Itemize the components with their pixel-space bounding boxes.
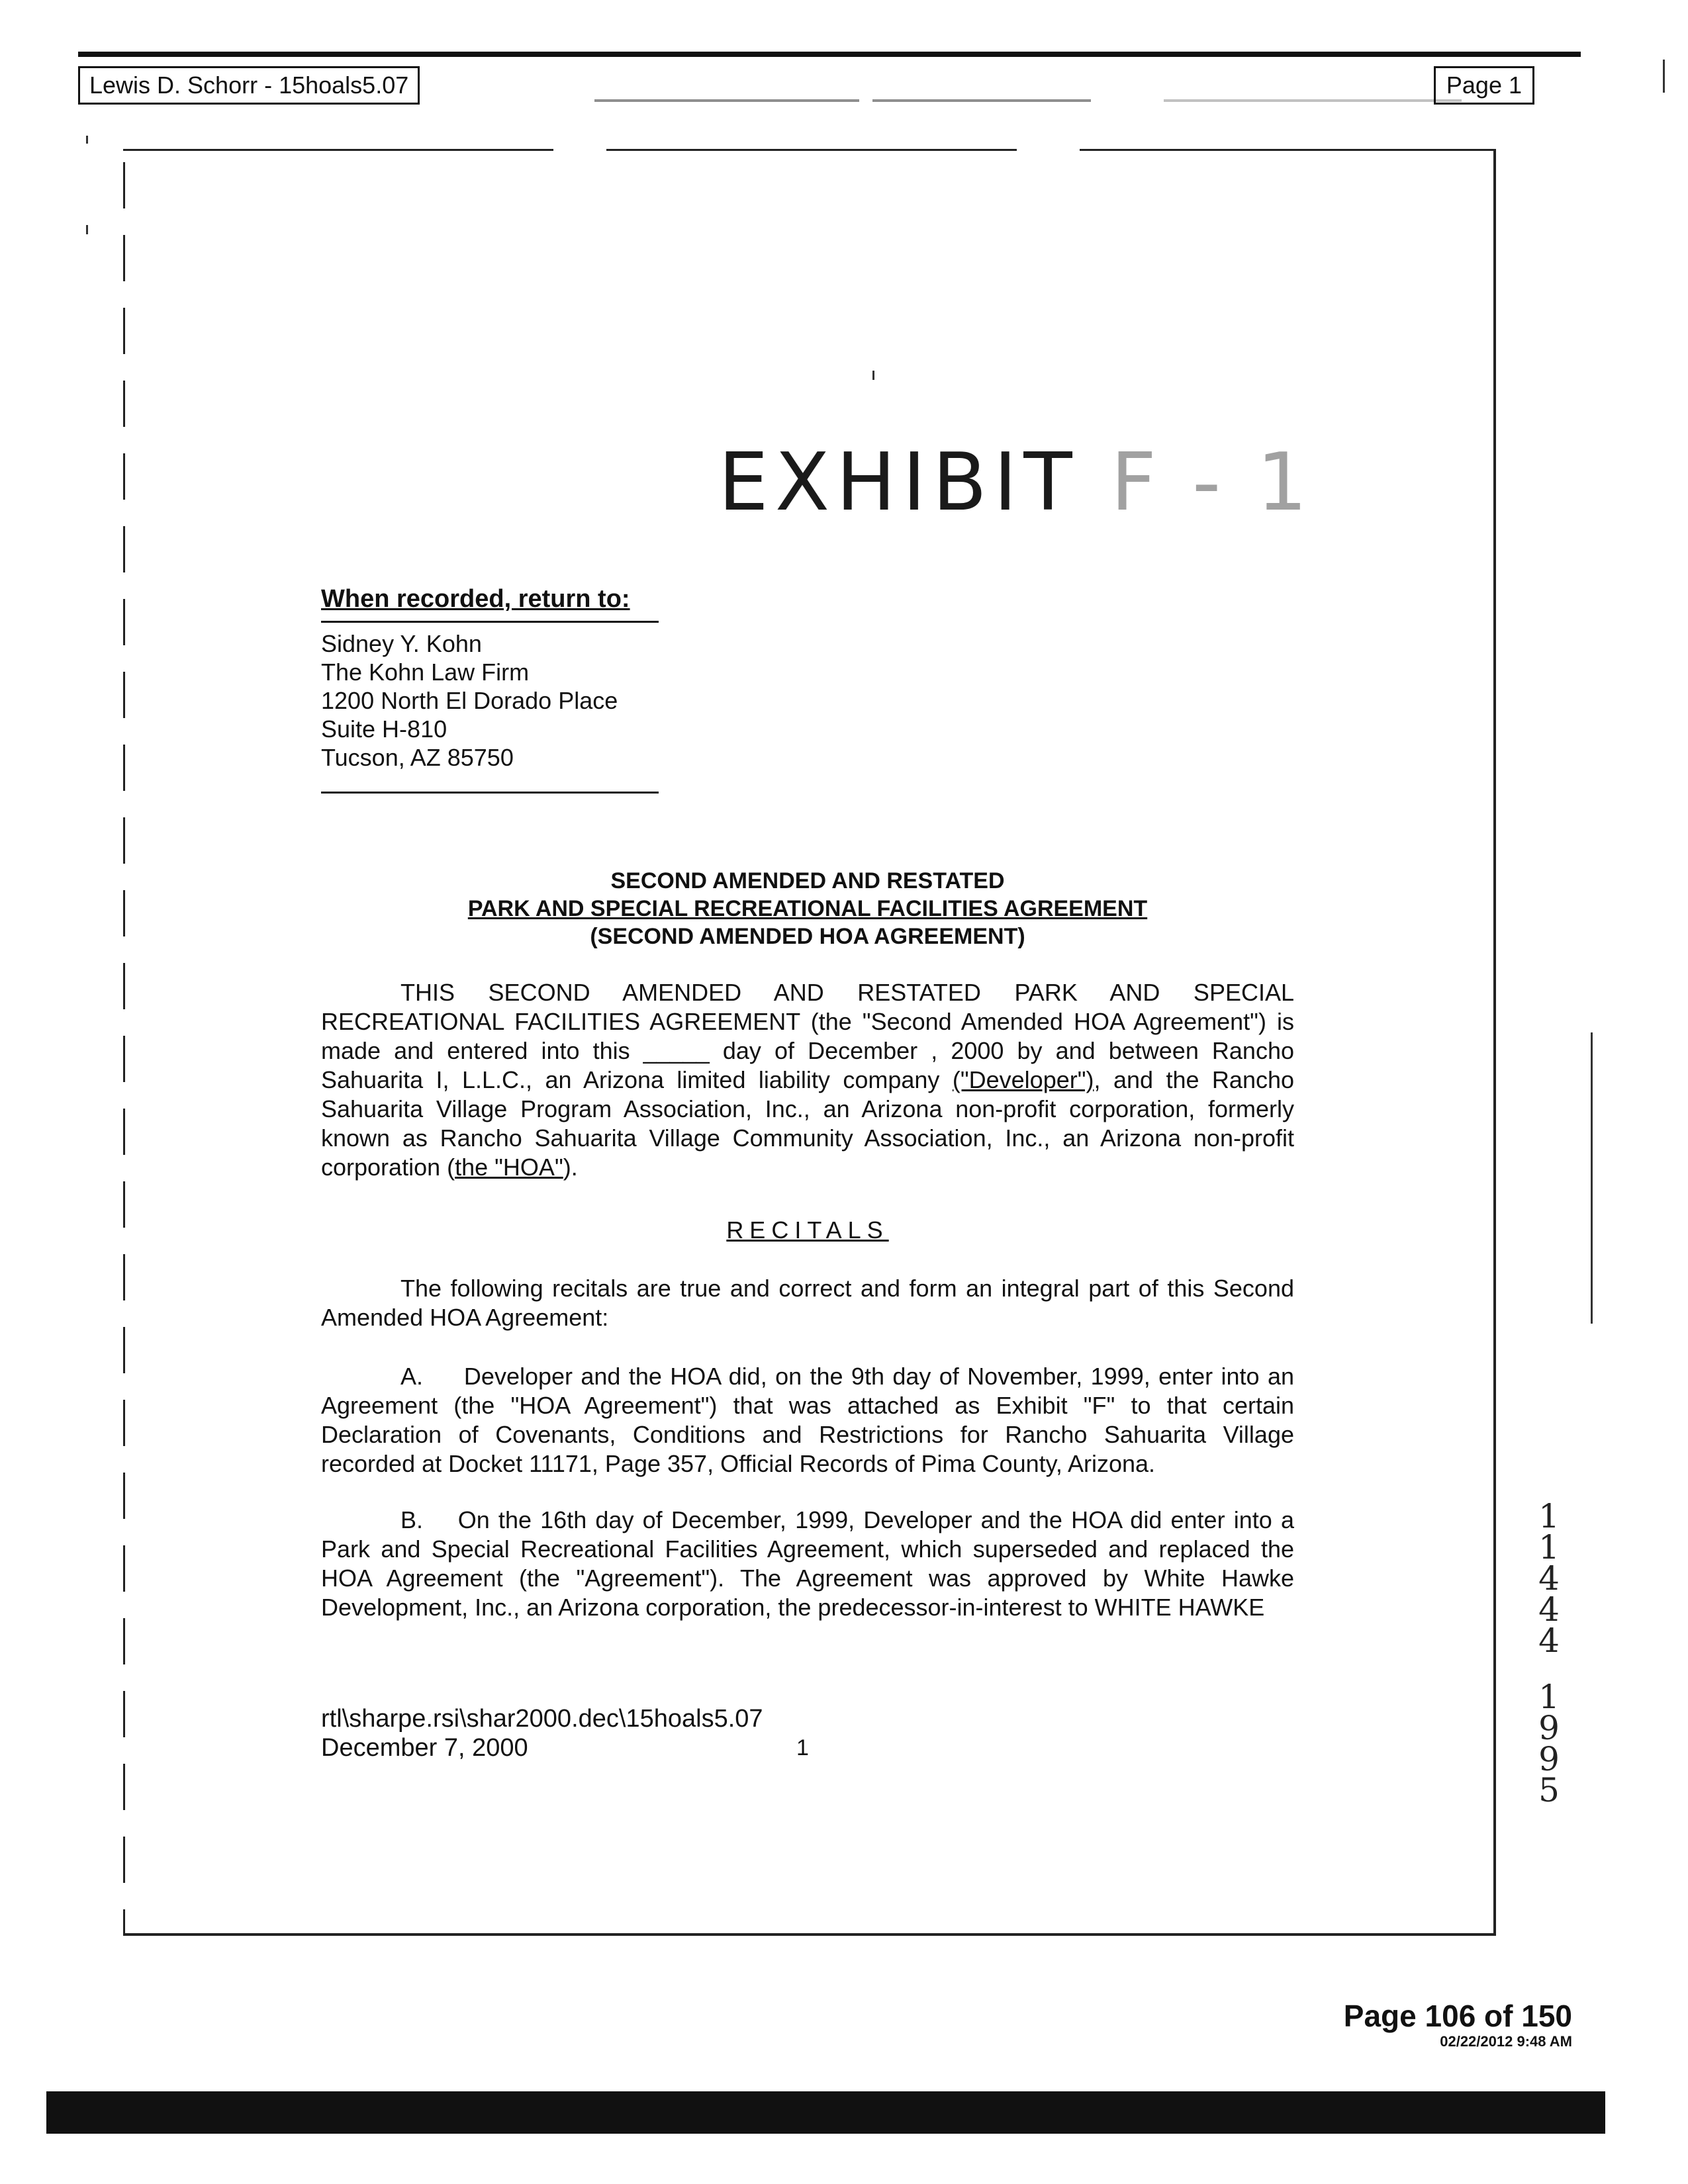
return-address-line: Tucson, AZ 85750 bbox=[321, 744, 514, 771]
recital-a-label: A. bbox=[400, 1363, 424, 1390]
scan-mark bbox=[1663, 60, 1665, 93]
fax-noise bbox=[1164, 99, 1462, 102]
recitals-intro-text: The following recitals are true and correct and form an integral part of this Second Amended HOA Agreement: bbox=[321, 1275, 1294, 1331]
file-date: December 7, 2000 bbox=[321, 1734, 528, 1762]
docket-digit: 4 bbox=[1538, 1590, 1560, 1629]
outer-page-number: Page 106 of 150 bbox=[1343, 1999, 1572, 2033]
return-address-block bbox=[321, 582, 665, 794]
scan-mark bbox=[86, 136, 88, 144]
docket-digit: 9 bbox=[1538, 1709, 1560, 1747]
return-address-lines bbox=[321, 629, 665, 772]
frame-right-edge bbox=[1493, 149, 1496, 1936]
return-heading: When recorded, return to: bbox=[321, 585, 630, 613]
exhibit-stamp-word: EXHIBIT bbox=[718, 437, 1079, 529]
docket-number-vertical bbox=[1532, 1497, 1566, 1809]
hoa-ref: the "HOA" bbox=[455, 1154, 563, 1181]
scan-bottom-bar bbox=[46, 2091, 1605, 2134]
title-line-1: SECOND AMENDED AND RESTATED bbox=[610, 868, 1005, 893]
recitals-intro bbox=[321, 1274, 1294, 1332]
docket-digit: 1 bbox=[1538, 1497, 1560, 1535]
frame-top-segment bbox=[123, 149, 553, 151]
scan-mark bbox=[872, 371, 874, 380]
return-address-line: 1200 North El Dorado Place bbox=[321, 687, 618, 714]
exhibit-stamp-id: F - 1 bbox=[1110, 437, 1313, 529]
frame-left-edge bbox=[123, 162, 125, 1936]
docket-digit: 1 bbox=[1538, 1678, 1560, 1716]
developer-ref: ("Developer") bbox=[952, 1066, 1094, 1093]
intro-text: ). bbox=[563, 1154, 578, 1181]
fax-header bbox=[78, 66, 1534, 103]
title-line-2: PARK AND SPECIAL RECREATIONAL FACILITIES AGREEMENT bbox=[467, 896, 1148, 921]
outer-page-footer bbox=[1344, 1999, 1572, 2050]
file-reference bbox=[321, 1704, 763, 1762]
scan-mark bbox=[1591, 1032, 1593, 1324]
recital-b-label: B. bbox=[400, 1506, 424, 1533]
recital-a bbox=[321, 1362, 1294, 1479]
divider bbox=[321, 621, 659, 623]
fax-noise bbox=[872, 99, 1091, 102]
intro-text: , and the Rancho Sahuarita Village Program Association, Inc., an Arizona non-profit corporation, formerly known as Rancho Sahuarita Village Community Association, Inc., an Arizona non-profit corporation ( bbox=[321, 1066, 1295, 1181]
return-address-line: Sidney Y. Kohn bbox=[321, 630, 482, 657]
fax-noise bbox=[594, 99, 859, 102]
recitals-heading-text: RECITALS bbox=[726, 1216, 889, 1244]
document-title bbox=[321, 867, 1294, 950]
docket-digit: 9 bbox=[1538, 1740, 1560, 1778]
docket-digit: 1 bbox=[1538, 1528, 1560, 1567]
outer-timestamp: 02/22/2012 9:48 AM bbox=[1440, 2033, 1572, 2050]
intro-paragraph bbox=[321, 978, 1294, 1182]
fax-top-rule bbox=[78, 52, 1581, 57]
return-address-line: Suite H-810 bbox=[321, 715, 447, 743]
divider bbox=[321, 792, 659, 794]
title-line-3: (SECOND AMENDED HOA AGREEMENT) bbox=[590, 924, 1025, 949]
recital-b-text: On the 16th day of December, 1999, Developer and the HOA did enter into a Park and Special Recreational Facilities Agreement, which superseded and replaced the HOA Agreement (the "Agreement"). The Agreement was approved by White Hawke Development, Inc., an Arizona corporation, the predecessor-in-interest to WHITE HAWKE bbox=[321, 1506, 1294, 1621]
return-address-line: The Kohn Law Firm bbox=[321, 659, 530, 686]
recital-a-text: Developer and the HOA did, on the 9th day of November, 1999, enter into an Agreement (the "HOA Agreement") that was attached as Exhibit "F" to that certain Declaration of Covenants, Conditions and Restrictions for Rancho Sahuarita Village recorded at Docket 11171, Page 357, Official Records of Pima County, Arizona. bbox=[321, 1363, 1294, 1477]
frame-top-segment bbox=[606, 149, 1017, 151]
docket-digit: 5 bbox=[1538, 1771, 1560, 1809]
frame-bottom-edge bbox=[123, 1933, 1496, 1936]
recital-b bbox=[321, 1506, 1294, 1622]
fax-header-page: Page 1 bbox=[1434, 66, 1534, 105]
inner-page-number: 1 bbox=[796, 1735, 809, 1760]
docket-digit: 4 bbox=[1538, 1621, 1560, 1660]
scan-mark bbox=[86, 225, 88, 234]
docket-digit: 4 bbox=[1538, 1559, 1560, 1598]
recitals-heading bbox=[321, 1216, 1294, 1244]
file-path: rtl\sharpe.rsi\shar2000.dec\15hoals5.07 bbox=[321, 1705, 763, 1733]
exhibit-stamp bbox=[718, 433, 1313, 533]
intro-text: THIS SECOND AMENDED AND RESTATED PARK AND SPECIAL RECREATIONAL FACILITIES AGREEMENT (the "Second Amended HOA Agreement") is made and entered into this _____ day of December , 2000 by and between Rancho Sahuarita I, L.L.C., an Arizona limited liability company bbox=[321, 979, 1294, 1093]
frame-top-segment bbox=[1080, 149, 1496, 151]
fax-header-sender: Lewis D. Schorr - 15hoals5.07 bbox=[78, 66, 420, 105]
